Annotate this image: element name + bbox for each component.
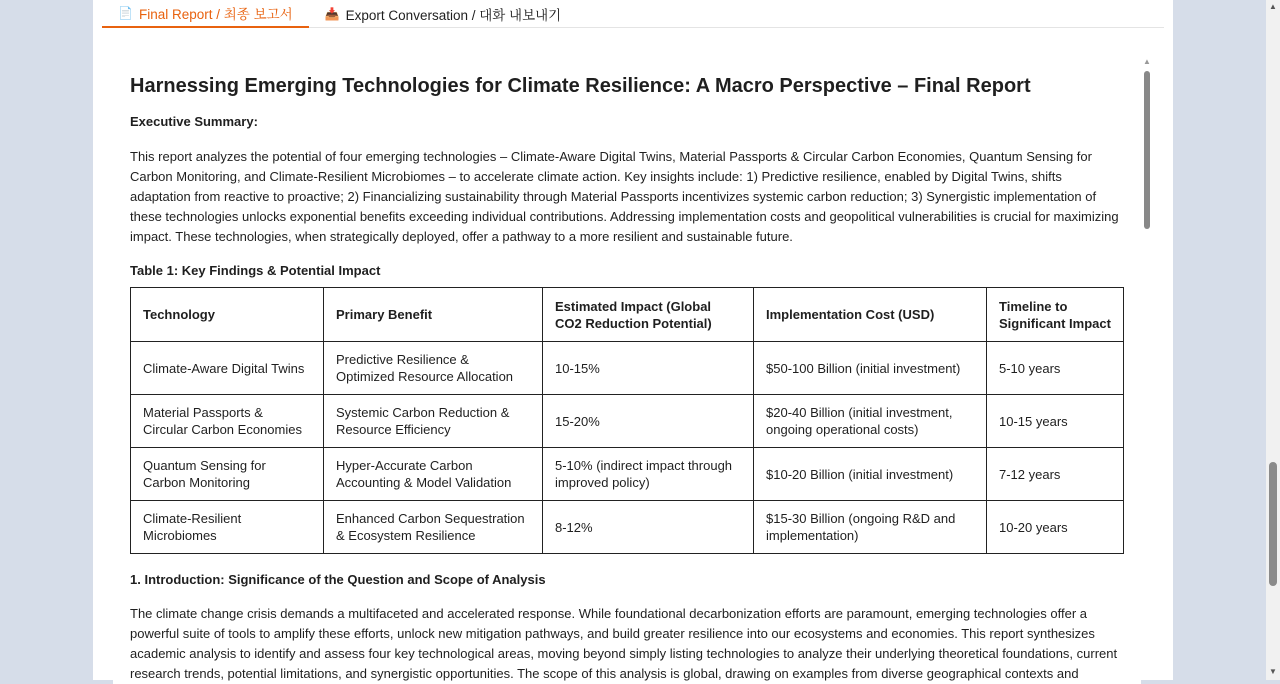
tab-bar (102, 0, 1164, 28)
executive-summary-text: This report analyzes the potential of four emerging technologies – Climate-Aware Digital Twins, Material Passports & Circular Carbon Economies, Quantum Sensing for Carbon Monitoring, and Climate-Resilient Microbiomes – to accelerate climate action. Key insights include: 1) Predictive resilience, enabled by Digital Twins, shifts adaptation from reactive to proactive; 2) Financializing sustainability through Material Passports incentivizes systemic carbon reduction; 3) Synergistic implementation of these technologies unlocks exponential benefits exceeding individual contributions. Addressing implementation costs and geopolitical vulnerabilities is crucial for maximizing impact. These technologies, when strategically deployed, offer a pathway to a more resilient and sustainable future. (130, 149, 1119, 244)
table-cell: Quantum Sensing for Carbon Monitoring (131, 448, 324, 501)
table-cell: Hyper-Accurate Carbon Accounting & Model Validation (324, 448, 543, 501)
table-caption: Table 1: Key Findings & Potential Impact (130, 263, 381, 278)
tab-label: Final Report / 최종 보고서 (138, 7, 293, 22)
table-cell: 10-20 years (987, 501, 1124, 554)
table-cell: $50-100 Billion (initial investment) (754, 342, 987, 395)
introduction-heading: 1. Introduction: Significance of the Question and Scope of Analysis (130, 572, 546, 587)
page-scrollbar[interactable] (1266, 0, 1280, 680)
tab-export-conversation[interactable] (309, 0, 578, 28)
scroll-up-arrow-icon[interactable]: ▲ (1143, 57, 1151, 66)
table-cell: Enhanced Carbon Sequestration & Ecosystem Resilience (324, 501, 543, 554)
download-icon: 📥 (324, 7, 340, 21)
table-row (131, 448, 1124, 501)
table-cell: 8-12% (543, 501, 754, 554)
scrollbar-thumb[interactable] (1269, 462, 1277, 586)
main-panel (93, 0, 1173, 680)
scroll-down-arrow-icon[interactable]: ▼ (1269, 667, 1277, 676)
table-cell: 5-10 years (987, 342, 1124, 395)
header-cell: Technology (131, 288, 324, 342)
report-title: Harnessing Emerging Technologies for Climate Resilience: A Macro Perspective – Final Report (130, 75, 1031, 97)
table-cell: 5-10% (indirect impact through improved policy) (543, 448, 754, 501)
header-cell: Implementation Cost (USD) (754, 288, 987, 342)
table-cell: $10-20 Billion (initial investment) (754, 448, 987, 501)
table-cell: Climate-Aware Digital Twins (131, 342, 324, 395)
executive-summary-heading: Executive Summary: (130, 114, 258, 129)
table-row (131, 342, 1124, 395)
report-content (113, 55, 1141, 684)
key-findings-table (130, 287, 1124, 554)
table-cell: $15-30 Billion (ongoing R&D and implementation) (754, 501, 987, 554)
document-icon: 📄 (118, 6, 133, 20)
table-cell: Systemic Carbon Reduction & Resource Efficiency (324, 395, 543, 448)
table-header-row (131, 288, 1124, 342)
table-cell: 10-15% (543, 342, 754, 395)
table-cell: Climate-Resilient Microbiomes (131, 501, 324, 554)
table-cell: $20-40 Billion (initial investment, ongoing operational costs) (754, 395, 987, 448)
table-cell: Material Passports & Circular Carbon Economies (131, 395, 324, 448)
table-cell: 7-12 years (987, 448, 1124, 501)
table-cell: 10-15 years (987, 395, 1124, 448)
scrollbar-thumb[interactable] (1144, 71, 1150, 229)
header-cell: Primary Benefit (324, 288, 543, 342)
scroll-up-arrow-icon[interactable]: ▲ (1269, 2, 1277, 11)
table-row (131, 501, 1124, 554)
introduction-text: The climate change crisis demands a multifaceted and accelerated response. While foundational decarbonization efforts are paramount, emerging technologies offer a powerful suite of tools to amplify these efforts, unlock new mitigation pathways, and build greater resilience into our ecosystems and economies. This report synthesizes academic analysis to identify and assess four key technological areas, moving beyond simply listing technologies to analyze their underlying theoretical foundations, current research trends, potential limitations, and synergistic opportunities. The scope of this analysis is global, drawing on examples from diverse geographical contexts and (130, 606, 1118, 681)
tab-label: Export Conversation / 대화 내보내기 (345, 8, 562, 23)
table-row (131, 395, 1124, 448)
tab-final-report[interactable] (102, 0, 309, 28)
header-cell: Timeline to Significant Impact (987, 288, 1124, 342)
table-cell: Predictive Resilience & Optimized Resource Allocation (324, 342, 543, 395)
table-cell: 15-20% (543, 395, 754, 448)
report-scrollbar[interactable] (1142, 55, 1152, 680)
header-cell: Estimated Impact (Global CO2 Reduction Potential) (543, 288, 754, 342)
